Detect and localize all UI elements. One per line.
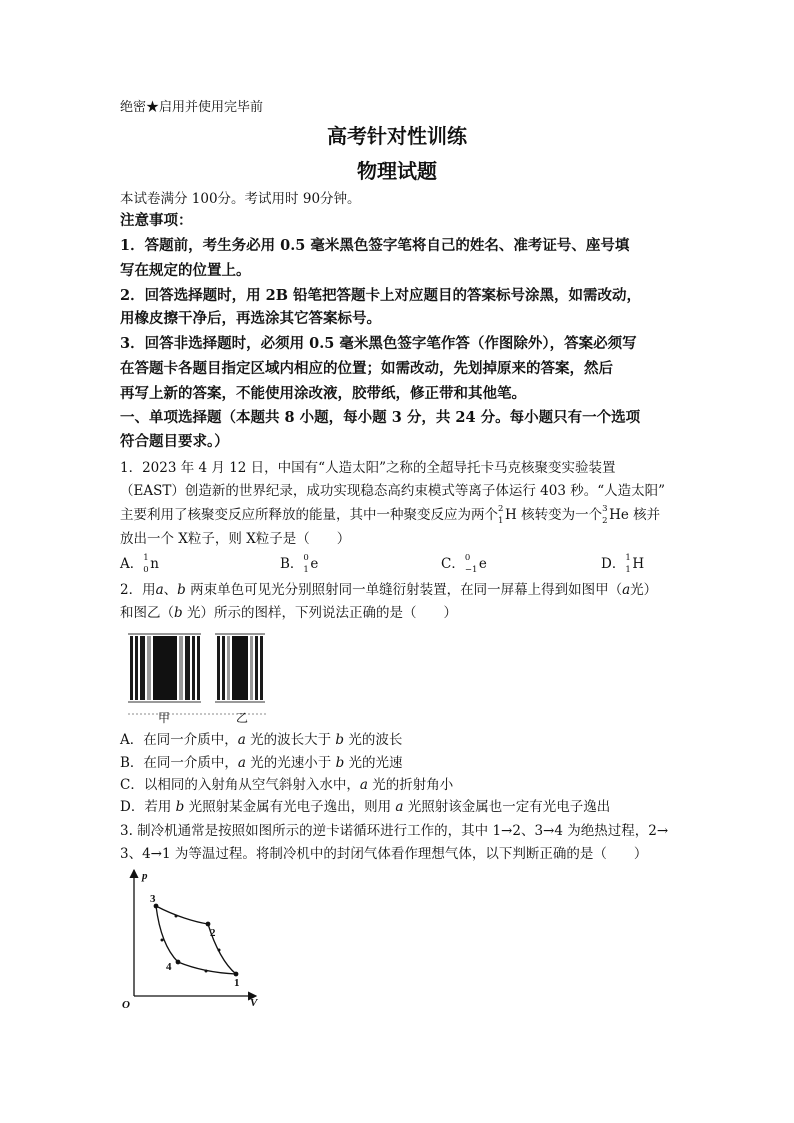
page-title: 高考针对性训练 — [327, 124, 467, 148]
point-2 — [206, 922, 211, 927]
q1-line-2: （EAST）创造新的世界纪录，成功实现稳态高约束模式等离子体运行 403 秒。“人造太阳” — [120, 483, 666, 499]
q1-option-d[interactable]: D． 1 1 H — [601, 553, 645, 575]
q2-option-d[interactable]: D．若用 b 光照射某金属有光电子逸出，则用 a 光照射该金属也一定有光电子逸出 — [120, 799, 611, 815]
he3-nuclide-notation: 3 2 — [602, 504, 608, 526]
figure-label-b: 乙 — [236, 711, 249, 725]
q1-option-a[interactable]: A． 1 0 n — [120, 553, 159, 575]
pv-cycle-diagram — [120, 862, 280, 1012]
page-subtitle: 物理试题 — [357, 159, 437, 183]
point-1-label: 1 — [234, 977, 240, 989]
point-2-label: 2 — [210, 927, 216, 939]
q2-option-c[interactable]: C．以相同的入射角从空气斜射入水中，a 光的折射角小 — [120, 777, 454, 793]
h2-nuclide-notation: 2 1 — [498, 504, 504, 526]
diffraction-pattern-a — [128, 634, 201, 702]
notice-item-2-line-1: 2．回答选择题时，用 2B 铅笔把答题卡上对应题目的答案标号涂黑，如需改动， — [120, 287, 642, 304]
point-4 — [176, 960, 181, 965]
point-1 — [234, 972, 239, 977]
notice-item-3-line-1: 3．回答非选择题时，必须用 0.5 毫米黑色签字笔作答（作图除外），答案必须写 — [120, 335, 637, 352]
exam-info: 本试卷满分 100分。考试用时 90分钟。 — [120, 191, 361, 207]
figure-label-a: 甲 — [158, 711, 171, 725]
notice-item-1-line-1: 1．答题前，考生务必用 0.5 毫米黑色签字笔将自己的姓名、准考证号、座号填 — [120, 237, 630, 254]
notice-item-2-line-2: 用橡皮擦干净后，再选涂其它答案标号。 — [120, 310, 381, 327]
q2-option-a[interactable]: A．在同一介质中，a 光的波长大于 b 光的波长 — [120, 732, 403, 748]
v-axis-label: V — [250, 997, 258, 1009]
origin-label: O — [122, 999, 130, 1011]
notice-item-3-line-2: 在答题卡各题目指定区域内相应的位置；如需改动，先划掉原来的答案，然后 — [120, 360, 613, 377]
p-axis-label: p — [142, 870, 148, 882]
curve-1-4 — [178, 962, 236, 974]
q2-line-1: 2．用a、b 两束单色可见光分别照射同一单缝衍射装置，在同一屏幕上得到如图甲（a光） — [120, 582, 658, 598]
notice-heading: 注意事项： — [120, 212, 193, 229]
point-4-label: 4 — [166, 961, 172, 973]
q2-option-b[interactable]: B．在同一介质中，a 光的光速小于 b 光的光速 — [120, 755, 403, 771]
q3-line-2: 3、4→1 为等温过程。将制冷机中的封闭气体看作理想气体，以下判断正确的是（ ） — [120, 846, 648, 862]
q3-line-1: 3. 制冷机通常是按照如图所示的逆卡诺循环进行工作的，其中 1→2、3→4 为绝热过程，2→ — [120, 823, 669, 839]
q1-line-3: 主要利用了核聚变反应所释放的能量，其中一种聚变反应为两个 2 1 H 核转变为一个 3 2 He 核并 — [120, 504, 661, 526]
diffraction-figure — [125, 628, 275, 728]
notice-item-3-line-3: 再写上新的答案，不能使用涂改液，胶带纸，修正带和其他笔。 — [120, 385, 526, 402]
curve-3-2 — [156, 906, 208, 924]
q1-line-4: 放出一个 X粒子，则 X粒子是（ ） — [120, 531, 351, 547]
q1-line-1: 1．2023 年 4 月 12 日，中国有“人造太阳”之称的全超导托卡马克核聚变实验装置 — [120, 460, 616, 476]
diffraction-pattern-b — [215, 634, 265, 702]
q2-line-2: 和图乙（b 光）所示的图样，下列说法正确的是（ ） — [120, 605, 457, 621]
q1-option-b[interactable]: B． 0 1 e — [280, 553, 319, 575]
q1-option-c[interactable]: C． 0 −1 e — [441, 553, 487, 575]
notice-item-1-line-2: 写在规定的位置上。 — [120, 262, 251, 279]
section-1-heading-line-1: 一、单项选择题（本题共 8 小题，每小题 3 分，共 24 分。每小题只有一个选项 — [120, 409, 641, 426]
confidential-note: 绝密★启用并使用完毕前 — [120, 100, 264, 115]
section-1-heading-line-2: 符合题目要求。） — [120, 433, 229, 450]
point-3-label: 3 — [150, 893, 156, 905]
